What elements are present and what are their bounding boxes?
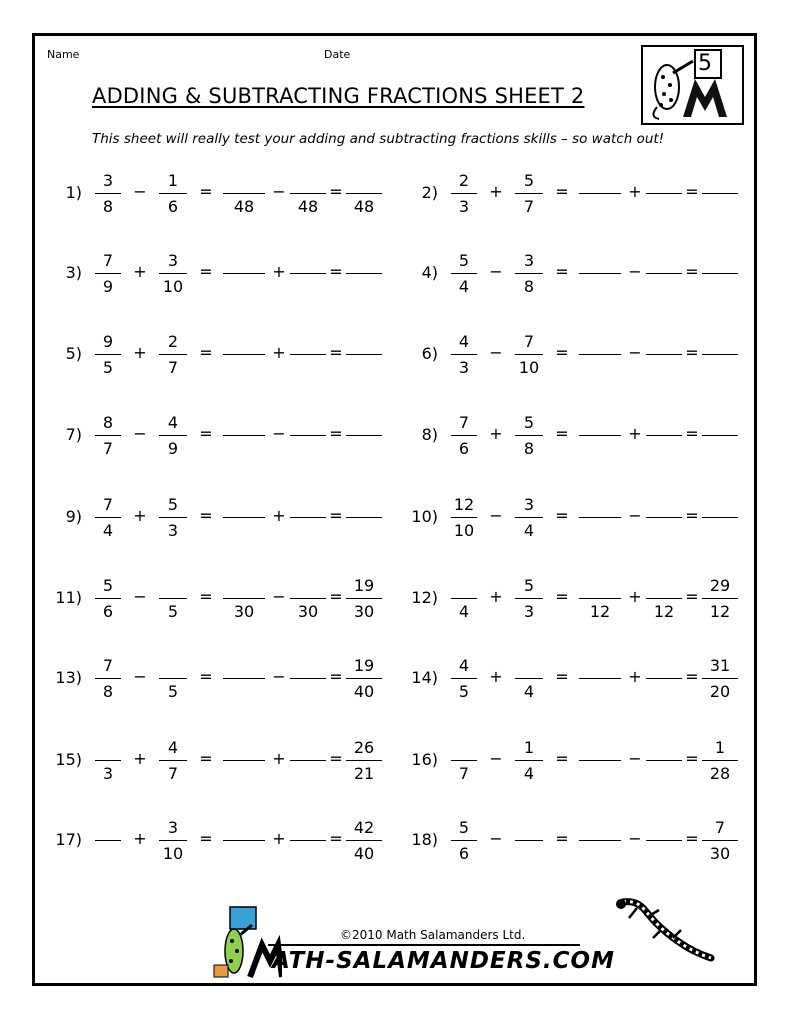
b-numerator: 4 xyxy=(167,413,179,432)
operator: − xyxy=(489,262,503,281)
b-fraction-bar xyxy=(515,193,543,194)
res-numerator: 19 xyxy=(353,656,375,675)
equals-sign: = xyxy=(685,506,699,525)
problem-number: 4) xyxy=(421,263,438,282)
s2-fraction-bar xyxy=(290,517,326,518)
s1-fraction-bar xyxy=(223,435,265,436)
s2-denominator: 12 xyxy=(653,602,675,621)
page-title: ADDING & SUBTRACTING FRACTIONS SHEET 2 xyxy=(92,84,585,108)
equals-sign: = xyxy=(199,749,213,768)
a-denominator: 9 xyxy=(102,277,114,296)
problem-number: 2) xyxy=(421,183,438,202)
a-fraction-bar xyxy=(451,193,477,194)
operator: + xyxy=(628,182,642,201)
operator: − xyxy=(272,424,286,443)
s2-fraction-bar xyxy=(290,678,326,679)
b-denominator: 9 xyxy=(167,439,179,458)
s1-fraction-bar xyxy=(579,193,621,194)
equals-sign: = xyxy=(199,829,213,848)
a-fraction-bar xyxy=(95,598,121,599)
s2-fraction-bar xyxy=(290,273,326,274)
a-fraction-bar xyxy=(451,435,477,436)
operator: + xyxy=(272,262,286,281)
problem-number: 10) xyxy=(411,507,438,526)
a-fraction-bar xyxy=(451,517,477,518)
operator: − xyxy=(489,749,503,768)
a-fraction-bar xyxy=(95,354,121,355)
operator: − xyxy=(489,343,503,362)
a-numerator: 5 xyxy=(458,251,470,270)
res-numerator: 1 xyxy=(714,738,726,757)
res-denominator: 30 xyxy=(353,602,375,621)
res-numerator: 42 xyxy=(353,818,375,837)
b-fraction-bar xyxy=(159,598,187,599)
a-fraction-bar xyxy=(451,354,477,355)
b-denominator: 5 xyxy=(167,602,179,621)
b-fraction-bar xyxy=(159,760,187,761)
equals-sign: = xyxy=(685,424,699,443)
a-numerator: 8 xyxy=(102,413,114,432)
b-fraction-bar xyxy=(159,517,187,518)
b-numerator: 5 xyxy=(167,495,179,514)
operator: − xyxy=(272,587,286,606)
res-denominator: 30 xyxy=(709,844,731,863)
operator: + xyxy=(272,343,286,362)
res-fraction-bar xyxy=(702,193,738,194)
b-fraction-bar xyxy=(159,273,187,274)
b-fraction-bar xyxy=(515,354,543,355)
b-denominator: 10 xyxy=(162,277,184,296)
a-denominator: 3 xyxy=(458,358,470,377)
equals-sign: = xyxy=(555,829,569,848)
salamander-drawing-icon xyxy=(605,896,715,968)
res-denominator: 48 xyxy=(353,197,375,216)
equals-sign: = xyxy=(685,587,699,606)
a-numerator: 7 xyxy=(458,413,470,432)
res-numerator: 26 xyxy=(353,738,375,757)
res-fraction-bar xyxy=(346,273,382,274)
a-denominator: 6 xyxy=(458,439,470,458)
equals-sign: = xyxy=(329,667,343,686)
equals-sign: = xyxy=(329,343,343,362)
operator: + xyxy=(489,587,503,606)
equals-sign: = xyxy=(329,506,343,525)
operator: + xyxy=(133,262,147,281)
s1-fraction-bar xyxy=(579,678,621,679)
res-fraction-bar xyxy=(702,598,738,599)
a-fraction-bar xyxy=(95,678,121,679)
operator: + xyxy=(628,667,642,686)
a-denominator: 8 xyxy=(102,682,114,701)
operator: + xyxy=(628,587,642,606)
b-numerator: 5 xyxy=(523,171,535,190)
res-fraction-bar xyxy=(346,354,382,355)
a-denominator: 10 xyxy=(453,521,475,540)
s1-fraction-bar xyxy=(579,354,621,355)
problem-number: 9) xyxy=(65,507,82,526)
s1-fraction-bar xyxy=(223,760,265,761)
a-numerator: 7 xyxy=(102,251,114,270)
a-numerator: 9 xyxy=(102,332,114,351)
s2-fraction-bar xyxy=(646,517,682,518)
s2-fraction-bar xyxy=(290,598,326,599)
b-denominator: 10 xyxy=(518,358,540,377)
operator: + xyxy=(628,424,642,443)
operator: − xyxy=(628,829,642,848)
res-fraction-bar xyxy=(702,760,738,761)
res-fraction-bar xyxy=(702,273,738,274)
equals-sign: = xyxy=(199,506,213,525)
s2-fraction-bar xyxy=(646,354,682,355)
b-numerator: 7 xyxy=(523,332,535,351)
s2-fraction-bar xyxy=(290,760,326,761)
operator: + xyxy=(272,749,286,768)
s2-fraction-bar xyxy=(290,435,326,436)
res-fraction-bar xyxy=(702,354,738,355)
equals-sign: = xyxy=(329,262,343,281)
problem-number: 17) xyxy=(55,830,82,849)
res-numerator: 31 xyxy=(709,656,731,675)
operator: − xyxy=(133,424,147,443)
s2-denominator: 30 xyxy=(297,602,319,621)
s1-fraction-bar xyxy=(579,760,621,761)
site-link[interactable]: ATH-SALAMANDERS.COM xyxy=(272,948,615,974)
b-denominator: 5 xyxy=(167,682,179,701)
a-fraction-bar xyxy=(95,760,121,761)
a-numerator: 12 xyxy=(453,495,475,514)
s1-fraction-bar xyxy=(223,354,265,355)
b-numerator: 3 xyxy=(167,251,179,270)
equals-sign: = xyxy=(199,424,213,443)
equals-sign: = xyxy=(685,749,699,768)
a-denominator: 4 xyxy=(458,602,470,621)
equals-sign: = xyxy=(555,506,569,525)
operator: + xyxy=(133,829,147,848)
a-denominator: 3 xyxy=(102,764,114,783)
s2-fraction-bar xyxy=(646,678,682,679)
a-denominator: 4 xyxy=(458,277,470,296)
b-denominator: 8 xyxy=(523,439,535,458)
a-numerator: 7 xyxy=(102,495,114,514)
res-fraction-bar xyxy=(346,193,382,194)
a-numerator: 3 xyxy=(102,171,114,190)
problem-number: 11) xyxy=(55,588,82,607)
a-fraction-bar xyxy=(95,517,121,518)
a-denominator: 3 xyxy=(458,197,470,216)
b-denominator: 4 xyxy=(523,521,535,540)
res-fraction-bar xyxy=(702,435,738,436)
a-fraction-bar xyxy=(451,598,477,599)
operator: + xyxy=(272,829,286,848)
operator: + xyxy=(133,343,147,362)
operator: − xyxy=(628,506,642,525)
problem-number: 6) xyxy=(421,344,438,363)
b-numerator: 1 xyxy=(523,738,535,757)
footer-divider xyxy=(268,944,580,946)
b-numerator: 3 xyxy=(167,818,179,837)
operator: − xyxy=(272,182,286,201)
operator: − xyxy=(133,667,147,686)
equals-sign: = xyxy=(199,182,213,201)
equals-sign: = xyxy=(199,667,213,686)
s1-denominator: 12 xyxy=(589,602,611,621)
equals-sign: = xyxy=(199,587,213,606)
equals-sign: = xyxy=(685,667,699,686)
b-denominator: 7 xyxy=(167,764,179,783)
s2-fraction-bar xyxy=(290,193,326,194)
res-numerator: 19 xyxy=(353,576,375,595)
res-fraction-bar xyxy=(346,435,382,436)
b-fraction-bar xyxy=(515,760,543,761)
problem-number: 15) xyxy=(55,750,82,769)
problem-number: 1) xyxy=(65,183,82,202)
equals-sign: = xyxy=(199,343,213,362)
b-denominator: 4 xyxy=(523,682,535,701)
b-fraction-bar xyxy=(515,435,543,436)
b-denominator: 10 xyxy=(162,844,184,863)
res-fraction-bar xyxy=(702,678,738,679)
b-denominator: 4 xyxy=(523,764,535,783)
s2-fraction-bar xyxy=(646,598,682,599)
a-numerator: 4 xyxy=(458,656,470,675)
problem-number: 12) xyxy=(411,588,438,607)
equals-sign: = xyxy=(555,343,569,362)
b-numerator: 5 xyxy=(523,413,535,432)
operator: − xyxy=(628,262,642,281)
operator: − xyxy=(133,587,147,606)
res-fraction-bar xyxy=(346,840,382,841)
s2-fraction-bar xyxy=(646,273,682,274)
a-numerator: 5 xyxy=(102,576,114,595)
s2-fraction-bar xyxy=(646,193,682,194)
a-fraction-bar xyxy=(451,760,477,761)
b-denominator: 6 xyxy=(167,197,179,216)
operator: − xyxy=(628,749,642,768)
a-numerator: 5 xyxy=(458,818,470,837)
res-denominator: 12 xyxy=(709,602,731,621)
operator: + xyxy=(489,667,503,686)
b-fraction-bar xyxy=(159,678,187,679)
res-fraction-bar xyxy=(702,840,738,841)
operator: + xyxy=(133,506,147,525)
s1-fraction-bar xyxy=(223,840,265,841)
s2-fraction-bar xyxy=(646,840,682,841)
b-numerator: 5 xyxy=(523,576,535,595)
a-fraction-bar xyxy=(95,273,121,274)
s1-denominator: 48 xyxy=(233,197,255,216)
equals-sign: = xyxy=(685,829,699,848)
res-denominator: 21 xyxy=(353,764,375,783)
operator: − xyxy=(628,343,642,362)
a-denominator: 8 xyxy=(102,197,114,216)
name-label: Name xyxy=(47,48,80,61)
s1-fraction-bar xyxy=(223,678,265,679)
res-denominator: 28 xyxy=(709,764,731,783)
problem-number: 5) xyxy=(65,344,82,363)
res-fraction-bar xyxy=(346,678,382,679)
operator: − xyxy=(489,506,503,525)
s1-denominator: 30 xyxy=(233,602,255,621)
b-fraction-bar xyxy=(515,517,543,518)
s2-denominator: 48 xyxy=(297,197,319,216)
a-denominator: 5 xyxy=(102,358,114,377)
date-label: Date xyxy=(324,48,351,61)
operator: − xyxy=(272,667,286,686)
b-fraction-bar xyxy=(515,840,543,841)
a-denominator: 7 xyxy=(102,439,114,458)
b-numerator: 1 xyxy=(167,171,179,190)
s1-fraction-bar xyxy=(579,840,621,841)
res-denominator: 40 xyxy=(353,682,375,701)
b-fraction-bar xyxy=(159,193,187,194)
operator: − xyxy=(133,182,147,201)
salamander-grade-logo xyxy=(641,45,744,125)
s1-fraction-bar xyxy=(579,273,621,274)
b-numerator: 2 xyxy=(167,332,179,351)
b-denominator: 3 xyxy=(523,602,535,621)
operator: + xyxy=(489,424,503,443)
a-fraction-bar xyxy=(95,435,121,436)
equals-sign: = xyxy=(555,262,569,281)
res-fraction-bar xyxy=(346,760,382,761)
a-fraction-bar xyxy=(451,840,477,841)
problem-number: 13) xyxy=(55,668,82,687)
s2-fraction-bar xyxy=(646,760,682,761)
res-fraction-bar xyxy=(346,517,382,518)
b-numerator: 3 xyxy=(523,495,535,514)
copyright-text: ©2010 Math Salamanders Ltd. xyxy=(340,928,526,942)
b-denominator: 7 xyxy=(167,358,179,377)
s1-fraction-bar xyxy=(579,598,621,599)
b-fraction-bar xyxy=(515,598,543,599)
equals-sign: = xyxy=(685,343,699,362)
a-denominator: 6 xyxy=(458,844,470,863)
a-fraction-bar xyxy=(451,273,477,274)
operator: + xyxy=(133,749,147,768)
b-numerator: 3 xyxy=(523,251,535,270)
b-numerator: 4 xyxy=(167,738,179,757)
res-fraction-bar xyxy=(702,517,738,518)
equals-sign: = xyxy=(199,262,213,281)
s1-fraction-bar xyxy=(579,517,621,518)
a-numerator: 2 xyxy=(458,171,470,190)
equals-sign: = xyxy=(685,182,699,201)
a-numerator: 4 xyxy=(458,332,470,351)
s2-fraction-bar xyxy=(290,840,326,841)
equals-sign: = xyxy=(329,829,343,848)
equals-sign: = xyxy=(685,262,699,281)
s2-fraction-bar xyxy=(646,435,682,436)
a-numerator: 7 xyxy=(102,656,114,675)
equals-sign: = xyxy=(555,667,569,686)
a-fraction-bar xyxy=(95,193,121,194)
res-fraction-bar xyxy=(346,598,382,599)
a-denominator: 5 xyxy=(458,682,470,701)
s1-fraction-bar xyxy=(223,517,265,518)
operator: + xyxy=(272,506,286,525)
b-fraction-bar xyxy=(159,840,187,841)
res-denominator: 40 xyxy=(353,844,375,863)
b-denominator: 3 xyxy=(167,521,179,540)
problem-number: 7) xyxy=(65,425,82,444)
b-fraction-bar xyxy=(159,354,187,355)
s1-fraction-bar xyxy=(223,193,265,194)
s1-fraction-bar xyxy=(223,598,265,599)
b-denominator: 7 xyxy=(523,197,535,216)
s1-fraction-bar xyxy=(579,435,621,436)
operator: − xyxy=(489,829,503,848)
a-denominator: 7 xyxy=(458,764,470,783)
problem-number: 14) xyxy=(411,668,438,687)
problem-number: 8) xyxy=(421,425,438,444)
a-denominator: 6 xyxy=(102,602,114,621)
b-denominator: 8 xyxy=(523,277,535,296)
a-denominator: 4 xyxy=(102,521,114,540)
salamander-logo-icon xyxy=(643,47,742,123)
res-numerator: 7 xyxy=(714,818,726,837)
problem-number: 16) xyxy=(411,750,438,769)
problem-number: 18) xyxy=(411,830,438,849)
b-fraction-bar xyxy=(515,273,543,274)
page-subtitle: This sheet will really test your adding and subtracting fractions skills – so watch out! xyxy=(92,131,665,147)
equals-sign: = xyxy=(555,424,569,443)
problem-number: 3) xyxy=(65,263,82,282)
equals-sign: = xyxy=(329,424,343,443)
operator: + xyxy=(489,182,503,201)
equals-sign: = xyxy=(555,182,569,201)
b-fraction-bar xyxy=(515,678,543,679)
a-fraction-bar xyxy=(95,840,121,841)
equals-sign: = xyxy=(555,749,569,768)
logo-grade-number: 5 xyxy=(698,51,712,76)
s1-fraction-bar xyxy=(223,273,265,274)
equals-sign: = xyxy=(329,587,343,606)
a-fraction-bar xyxy=(451,678,477,679)
equals-sign: = xyxy=(555,587,569,606)
equals-sign: = xyxy=(329,182,343,201)
s2-fraction-bar xyxy=(290,354,326,355)
b-fraction-bar xyxy=(159,435,187,436)
res-denominator: 20 xyxy=(709,682,731,701)
equals-sign: = xyxy=(329,749,343,768)
res-numerator: 29 xyxy=(709,576,731,595)
